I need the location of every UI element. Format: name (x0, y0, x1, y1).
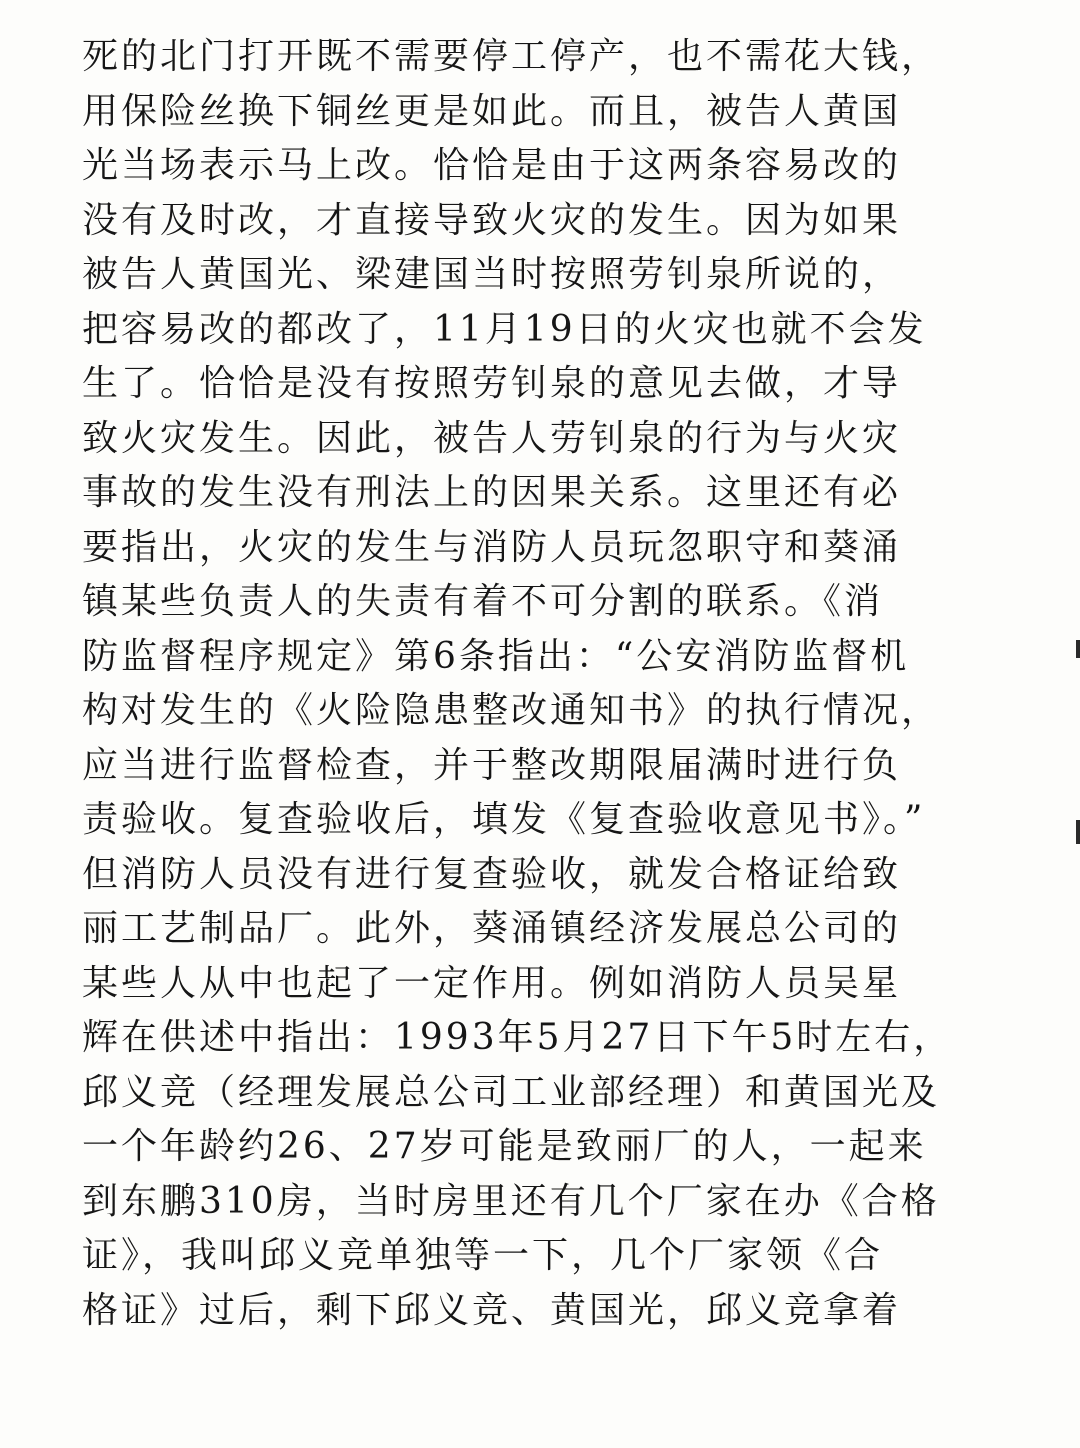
text-line: 辉在供述中指出：1993年5月27日下午5时左右， (82, 1017, 953, 1058)
text-line: 镇某些负责人的失责有着不可分割的联系。《消 (82, 581, 884, 622)
text-line: 事故的发生没有刑法上的因果关系。这里还有必 (82, 472, 902, 513)
text-line: 光当场表示马上改。恰恰是由于这两条容易改的 (82, 145, 902, 186)
text-line: 某些人从中也起了一定作用。例如消防人员吴星 (82, 962, 902, 1004)
text-line: 没有及时改，才直接导致火灾的发生。因为如果 (82, 199, 902, 241)
text-line: 但消防人员没有进行复查验收，就发合格证给致 (82, 853, 902, 895)
scan-edge-mark (1076, 640, 1080, 658)
text-line: 邱义竞（经理发展总公司工业部经理）和黄国光及 (82, 1071, 941, 1113)
text-line: 要指出，火灾的发生与消防人员玩忽职守和葵涌 (82, 526, 902, 568)
text-line: 用保险丝换下铜丝更是如此。而且，被告人黄国 (82, 90, 902, 132)
text-line: 把容易改的都改了，11月19日的火灾也就不会发 (82, 308, 927, 350)
text-line: 被告人黄国光、梁建国当时按照劳钊泉所说的， (82, 254, 902, 295)
text-line: 丽工艺制品厂。此外，葵涌镇经济发展总公司的 (82, 908, 902, 949)
text-line: 应当进行监督检查，并于整改期限届满时进行负 (82, 744, 902, 786)
scan-edge-mark (1076, 820, 1080, 844)
text-line: 构对发生的《火险隐患整改通知书》的执行情况， (82, 690, 941, 731)
text-line: 格证》过后，剩下邱义竞、黄国光，邱义竞拿着 (82, 1289, 902, 1331)
body-text (82, 30, 982, 1338)
text-line: 证》，我叫邱义竞单独等一下，几个厂家领《合 (82, 1235, 884, 1276)
text-line: 生了。恰恰是没有按照劳钊泉的意见去做，才导 (82, 363, 902, 404)
text-line: 致火灾发生。因此，被告人劳钊泉的行为与火灾 (82, 417, 902, 459)
text-line: 死的北门打开既不需要停工停产，也不需花大钱， (82, 36, 941, 77)
text-line: 责验收。复查验收后，填发《复查验收意见书》。” (82, 799, 926, 840)
text-line: 防监督程序规定》第6条指出：“公安消防监督机 (82, 635, 910, 677)
text-line: 一个年龄约26、27岁可能是致丽厂的人，一起来 (82, 1126, 927, 1167)
text-line: 到东鹏310房，当时房里还有几个厂家在办《合格 (82, 1180, 940, 1222)
